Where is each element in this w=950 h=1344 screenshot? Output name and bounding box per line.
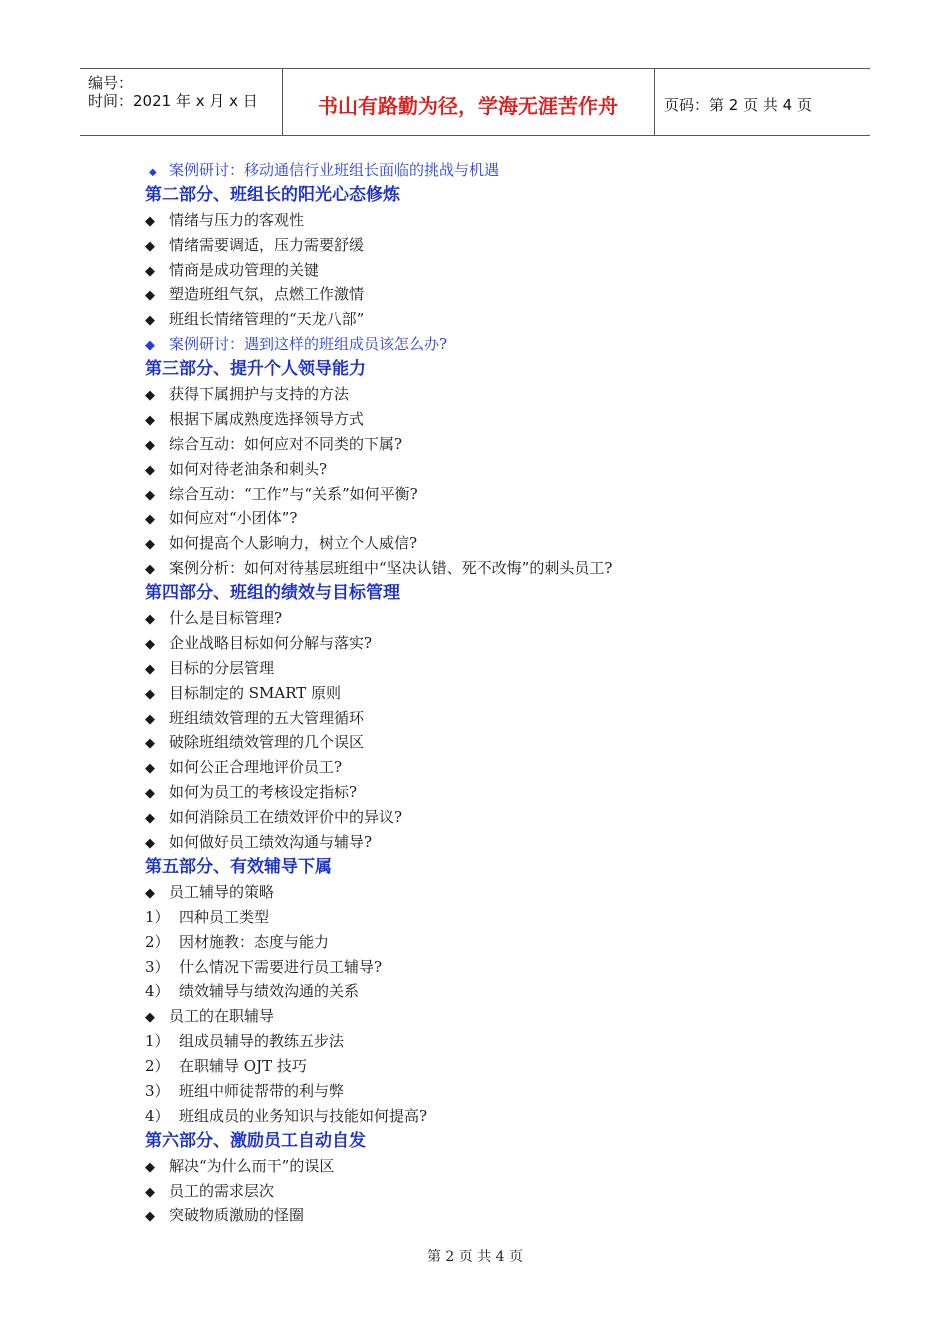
- diamond-bullet-icon: ◆: [145, 612, 155, 628]
- item-text: 如何对待老油条和刺头?: [169, 459, 328, 478]
- bullet-item: [145, 332, 845, 357]
- diamond-bullet-icon: ◆: [145, 213, 155, 229]
- diamond-bullet-icon: ◆: [145, 661, 155, 677]
- bullet-item: [145, 631, 845, 656]
- diamond-bullet-icon: ◆: [145, 711, 155, 727]
- item-text: 如何提高个人影响力，树立个人威信?: [169, 534, 418, 553]
- bullet-item: [145, 780, 845, 805]
- diamond-bullet-icon: ◆: [145, 238, 155, 254]
- bullet-item: [145, 656, 845, 681]
- diamond-bullet-icon: ◆: [145, 1209, 155, 1225]
- item-text: 什么是目标管理?: [169, 609, 283, 628]
- item-text: 班组绩效管理的五大管理循环: [169, 708, 365, 727]
- bullet-item: [145, 880, 845, 905]
- item-number: 1）: [145, 907, 170, 926]
- item-text: 在职辅导 OJT 技巧: [179, 1057, 307, 1076]
- bullet-item: [145, 1179, 845, 1204]
- bullet-item: [145, 382, 845, 407]
- item-text: 组成员辅导的教练五步法: [179, 1032, 345, 1051]
- numbered-item: [145, 930, 845, 955]
- bullet-item: [145, 233, 845, 258]
- numbered-item: [145, 955, 845, 980]
- item-text: 案例研讨：遇到这样的班组成员该怎么办?: [169, 335, 448, 354]
- item-text: 目标的分层管理: [169, 658, 275, 677]
- item-text: 四种员工类型: [179, 907, 270, 926]
- section-heading: 第六部分、激励员工自动自发: [145, 1130, 366, 1151]
- item-text: 根据下属成熟度选择领导方式: [169, 409, 365, 428]
- item-text: 如何为员工的考核设定指标?: [169, 783, 358, 802]
- bullet-item: [145, 506, 845, 531]
- bullet-item: [145, 556, 845, 581]
- item-number: 3）: [145, 957, 170, 976]
- header-top-rule: [80, 68, 870, 69]
- item-text: 如何消除员工在绩效评价中的异议?: [169, 808, 403, 827]
- diamond-bullet-icon: ◆: [145, 885, 155, 901]
- item-text: 综合互动：“工作”与“关系”如何平衡?: [169, 484, 418, 503]
- item-text: 情绪需要调适，压力需要舒缓: [169, 235, 365, 254]
- item-text: 突破物质激励的怪圈: [169, 1206, 305, 1225]
- item-text: 解决“为什么而干”的误区: [169, 1156, 335, 1175]
- diamond-bullet-icon: ◆: [145, 487, 155, 503]
- item-number: 3）: [145, 1081, 170, 1100]
- item-number: 4）: [145, 982, 170, 1001]
- section-heading: 第四部分、班组的绩效与目标管理: [145, 583, 400, 604]
- bullet-item: [145, 706, 845, 731]
- item-text: 班组中师徒帮带的利与弊: [179, 1081, 345, 1100]
- diamond-bullet-icon: ◆: [145, 786, 155, 802]
- numbered-item: [145, 979, 845, 1004]
- bullet-item: [145, 482, 845, 507]
- item-number: 4）: [145, 1106, 170, 1125]
- diamond-bullet-icon: ◆: [145, 761, 155, 777]
- diamond-bullet-icon: ◆: [145, 313, 155, 329]
- document-body: [145, 158, 845, 1228]
- bullet-item: [145, 681, 845, 706]
- bullet-item: [145, 755, 845, 780]
- bullet-item: [145, 730, 845, 755]
- diamond-bullet-icon: ◆: [145, 1159, 155, 1175]
- bullet-item: [145, 1004, 845, 1029]
- numbered-item: [145, 1029, 845, 1054]
- item-text: 企业战略目标如何分解与落实?: [169, 633, 373, 652]
- diamond-bullet-icon: ◆: [145, 836, 155, 852]
- diamond-bullet-icon: ◆: [149, 167, 157, 178]
- numbered-item: [145, 905, 845, 930]
- item-text: 班组成员的业务知识与技能如何提高?: [179, 1106, 428, 1125]
- bullet-item: [145, 158, 845, 183]
- header-bottom-rule: [80, 135, 870, 136]
- item-text: 综合互动：如何应对不同类的下属?: [169, 434, 403, 453]
- diamond-bullet-icon: ◆: [145, 811, 155, 827]
- bullet-item: [145, 432, 845, 457]
- bullet-item: [145, 830, 845, 855]
- diamond-bullet-icon: ◆: [145, 263, 155, 279]
- item-text: 员工的在职辅导: [169, 1007, 275, 1026]
- diamond-bullet-icon: ◆: [145, 338, 155, 354]
- item-text: 案例分析：如何对待基层班组中“坚决认错、死不改悔”的刺头员工?: [169, 559, 613, 578]
- header-time-label: 时间：2021 年 x 月 x 日: [88, 92, 258, 110]
- bullet-item: [145, 457, 845, 482]
- bullet-item: [145, 208, 845, 233]
- header-number-label: 编号：: [88, 74, 134, 92]
- bullet-item: [145, 1203, 845, 1228]
- item-text: 什么情况下需要进行员工辅导?: [179, 957, 383, 976]
- item-text: 如何公正合理地评价员工?: [169, 758, 343, 777]
- item-number: 2）: [145, 1057, 170, 1076]
- diamond-bullet-icon: ◆: [145, 437, 155, 453]
- item-text: 员工辅导的策略: [169, 882, 275, 901]
- item-text: 班组长情绪管理的“天龙八部”: [169, 310, 365, 329]
- section-heading: 第五部分、有效辅导下属: [145, 856, 332, 877]
- diamond-bullet-icon: ◆: [145, 388, 155, 404]
- bullet-item: [145, 606, 845, 631]
- bullet-item: [145, 1154, 845, 1179]
- item-text: 情商是成功管理的关键: [169, 260, 320, 279]
- item-text: 因材施教：态度与能力: [179, 932, 330, 951]
- diamond-bullet-icon: ◆: [145, 636, 155, 652]
- item-text: 如何做好员工绩效沟通与辅导?: [169, 833, 373, 852]
- item-text: 员工的需求层次: [169, 1181, 275, 1200]
- item-text: 如何应对“小团体”?: [169, 509, 298, 528]
- item-text: 塑造班组气氛，点燃工作激情: [169, 285, 365, 304]
- diamond-bullet-icon: ◆: [145, 1010, 155, 1026]
- header-motto: 书山有路勤为径，学海无涯苦作舟: [318, 94, 618, 118]
- header-divider-right: [654, 68, 655, 135]
- item-text: 情绪与压力的客观性: [169, 210, 305, 229]
- page-footer: 第 2 页 共 4 页: [426, 1249, 524, 1265]
- bullet-item: [145, 805, 845, 830]
- item-text: 获得下属拥护与支持的方法: [169, 385, 350, 404]
- item-number: 1）: [145, 1032, 170, 1051]
- item-text: 破除班组绩效管理的几个误区: [169, 733, 365, 752]
- diamond-bullet-icon: ◆: [145, 512, 155, 528]
- item-number: 2）: [145, 932, 170, 951]
- numbered-item: [145, 1104, 845, 1129]
- diamond-bullet-icon: ◆: [145, 686, 155, 702]
- diamond-bullet-icon: ◆: [145, 736, 155, 752]
- bullet-item: [145, 407, 845, 432]
- section-heading: 第三部分、提升个人领导能力: [145, 359, 366, 380]
- bullet-item: [145, 531, 845, 556]
- item-text: 案例研讨：移动通信行业班组长面临的挑战与机遇: [169, 161, 500, 179]
- diamond-bullet-icon: ◆: [145, 1184, 155, 1200]
- diamond-bullet-icon: ◆: [145, 537, 155, 553]
- item-text: 目标制定的 SMART 原则: [169, 683, 342, 702]
- bullet-item: [145, 307, 845, 332]
- numbered-item: [145, 1079, 845, 1104]
- item-text: 绩效辅导与绩效沟通的关系: [179, 982, 360, 1001]
- diamond-bullet-icon: ◆: [145, 462, 155, 478]
- bullet-item: [145, 258, 845, 283]
- diamond-bullet-icon: ◆: [145, 412, 155, 428]
- header-page-label: 页码：第 2 页 共 4 页: [664, 96, 812, 114]
- diamond-bullet-icon: ◆: [145, 288, 155, 304]
- bullet-item: [145, 282, 845, 307]
- section-heading: 第二部分、班组长的阳光心态修炼: [145, 184, 400, 205]
- numbered-item: [145, 1054, 845, 1079]
- diamond-bullet-icon: ◆: [145, 562, 155, 578]
